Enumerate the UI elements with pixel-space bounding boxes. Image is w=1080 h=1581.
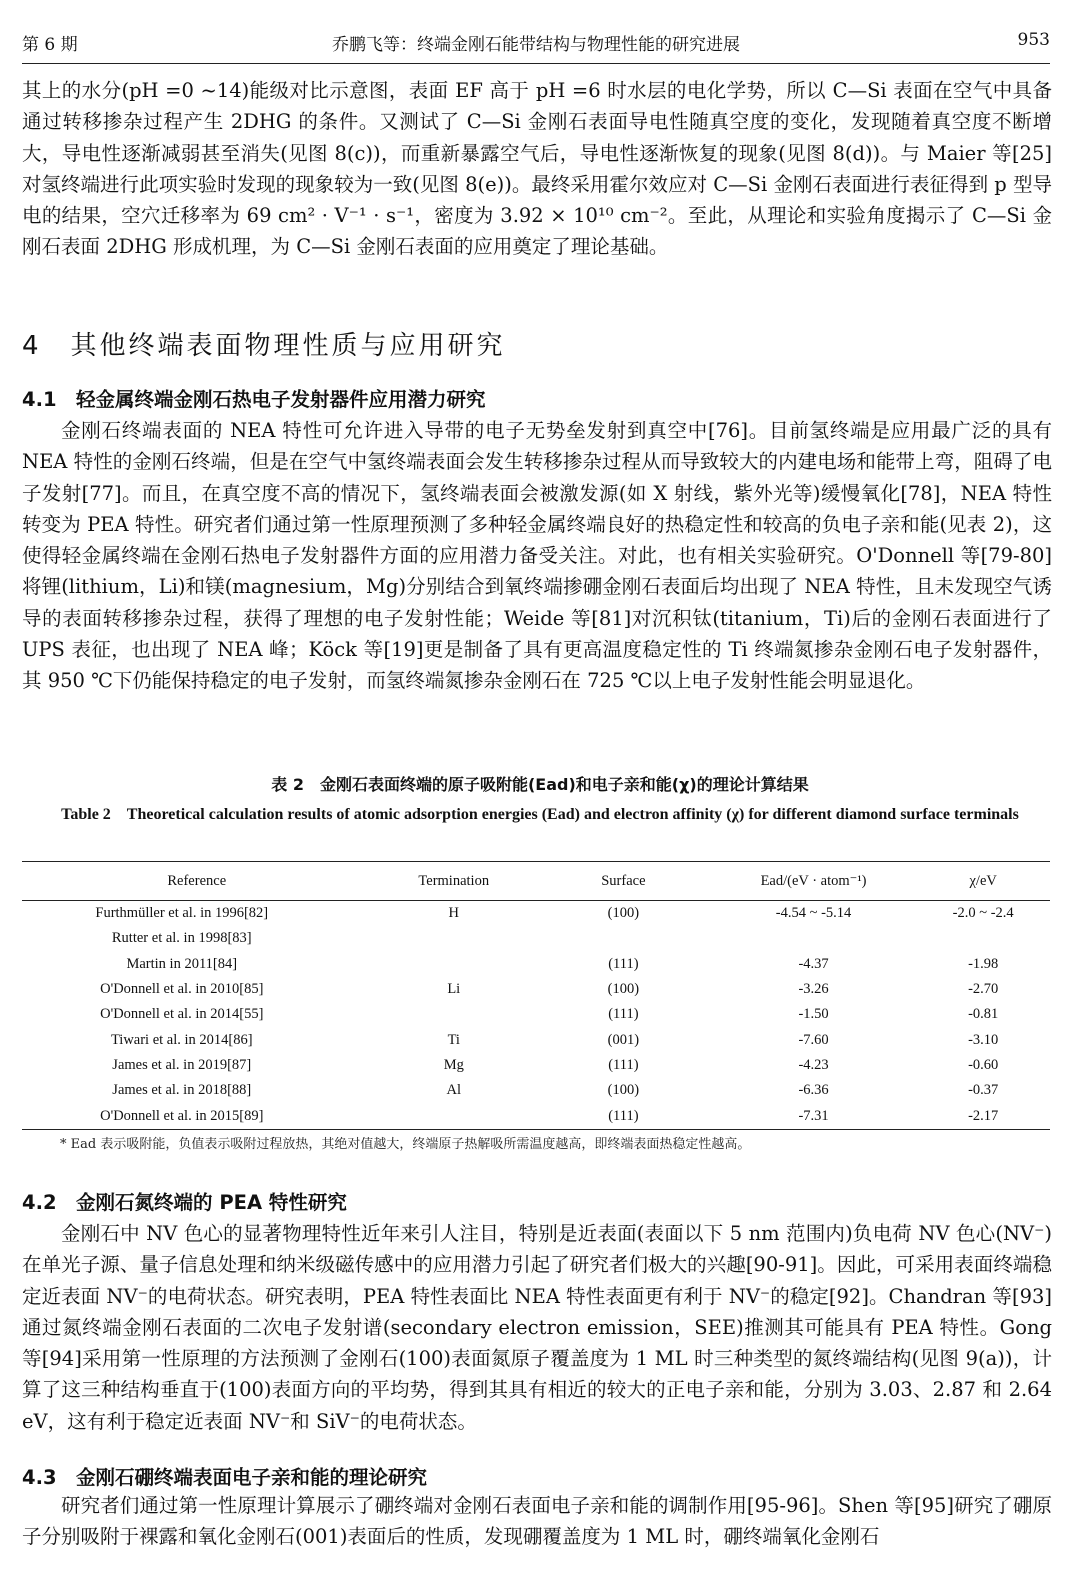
ead-cell: -6.36 — [798, 1082, 829, 1099]
table-body — [22, 901, 1050, 1130]
col-ead: Ead/(eV · atom⁻¹) — [760, 872, 867, 889]
col-surface: Surface — [601, 872, 646, 889]
ref-cell: Martin in 2011[84] — [126, 955, 238, 972]
surface-cell: (100) — [607, 905, 640, 922]
table-row — [22, 1002, 1050, 1027]
termination-cell — [372, 926, 536, 951]
section-4-2-body — [22, 1218, 1052, 1437]
page-number: 953 — [1017, 30, 1050, 50]
section-4-2-heading: 4.2 金刚石氮终端的 PEA 特性研究 — [22, 1191, 347, 1214]
paragraph-continuation — [22, 75, 1052, 263]
termination-cell: Li — [447, 981, 461, 998]
chi-cell — [916, 926, 1050, 951]
chi-cell: -2.70 — [968, 981, 999, 998]
table-row — [22, 952, 1050, 977]
surface-cell: (100) — [607, 981, 640, 998]
table-row — [22, 1078, 1050, 1103]
chi-cell: -1.98 — [968, 955, 999, 972]
ref-cell: O'Donnell et al. in 2014[55] — [100, 1006, 264, 1023]
ref-cell: Rutter et al. in 1998[83] — [111, 930, 252, 947]
ead-cell: -4.37 — [798, 955, 829, 972]
header-rule — [22, 63, 1050, 64]
ead-cell: -3.26 — [798, 981, 829, 998]
ref-cell: James et al. in 2019[87] — [112, 1056, 252, 1073]
termination-cell — [372, 1103, 536, 1129]
termination-cell: Mg — [443, 1056, 464, 1073]
surface-cell: (111) — [608, 1006, 639, 1023]
surface-cell: (001) — [607, 1031, 640, 1048]
table-row — [22, 1053, 1050, 1078]
section-4-3-heading: 4.3 金刚石硼终端表面电子亲和能的理论研究 — [22, 1466, 428, 1489]
termination-cell — [372, 952, 536, 977]
table-row — [22, 1103, 1050, 1129]
table-2 — [22, 861, 1050, 1130]
termination-cell — [372, 1002, 536, 1027]
running-title: 乔鹏飞等：终端金刚石能带结构与物理性能的研究进展 — [332, 35, 740, 55]
section-4-1-body — [22, 415, 1052, 697]
section-4-1-heading: 4.1 轻金属终端金刚石热电子发射器件应用潜力研究 — [22, 388, 486, 411]
chi-cell: -3.10 — [968, 1031, 999, 1048]
ref-cell: O'Donnell et al. in 2015[89] — [100, 1107, 264, 1124]
table-header-row — [22, 862, 1050, 901]
ref-cell: O'Donnell et al. in 2010[85] — [100, 981, 264, 998]
surface-cell: (100) — [607, 1082, 640, 1099]
section-4-heading: 4 其他终端表面物理性质与应用研究 — [22, 331, 506, 361]
surface-cell: (111) — [608, 955, 639, 972]
ead-cell: -7.60 — [798, 1031, 829, 1048]
paragraph-text: 金刚石中 NV 色心的显著物理特性近年来引人注目，特别是近表面(表面以下 5 nm 范围内)负电荷 NV 色心(NV⁻)在单光子源、量子信息处理和纳米级磁传感中的应用潜力引起了研究者们极大的兴趣[90-91]。因此，可采用表面终端稳定近表面 NV⁻的电荷状态。研究表明，PEA 特性表面比 NEA 特性表面更有利于 NV⁻的稳定[92]。Chandran 等[93]通过氮终端金刚石表面的二次电子发射谱(secondary electron emission，SEE)推测其可能具有 PEA 特性。Gong 等[94]采用第一性原理的方法预测了金刚石(100)表面氮原子覆盖度为 1 ML 时三种类型的氮终端结构(见图 9(a))，计算了这三种结构垂直于(100)表面方向的平均势，得到其具有相近的较大的正电子亲和能，分别为 3.03、2.87 和 2.64 eV，这有利于稳定近表面 NV⁻和 SiV⁻的电荷状态。 — [22, 1222, 1052, 1433]
chi-cell: -2.0 ~ -2.4 — [952, 905, 1014, 922]
table-footnote: * Ead 表示吸附能，负值表示吸附过程放热，其绝对值越大，终端原子热解吸所需温度越高，即终端表面热稳定性越高。 — [60, 1137, 751, 1152]
table-row — [22, 901, 1050, 927]
ref-cell: James et al. in 2018[88] — [112, 1082, 252, 1099]
surface-cell: (111) — [608, 1056, 639, 1073]
ead-cell: -4.54 ~ -5.14 — [775, 905, 852, 922]
table-caption-en: Table 2 Theoretical calculation results of atomic adsorption energies (Ead) and electron affinity (χ) for different diamond surface terminals — [61, 806, 1019, 823]
running-header — [22, 30, 1050, 60]
ead-cell: -4.23 — [798, 1056, 829, 1073]
ref-cell: Tiwari et al. in 2014[86] — [110, 1031, 253, 1048]
surface-cell — [536, 926, 711, 951]
table-caption-zh: 表 2 金刚石表面终端的原子吸附能(Ead)和电子亲和能(χ)的理论计算结果 — [271, 775, 809, 794]
paragraph-text: 其上的水分(pH =0 ~14)能级对比示意图，表面 EF 高于 pH =6 时水层的电化学势，所以 C—Si 表面在空气中具备通过转移掺杂过程产生 2DHG 的条件。又测试了 C—Si 金刚石表面导电性随真空度的变化，发现随着真空度不断增大，导电性逐渐减弱甚至消失(见图 8(c))，而重新暴露空气后，导电性逐渐恢复的现象(见图 8(d))。与 Maier 等[25]对氢终端进行此项实验时发现的现象较为一致(见图 8(e))。最终采用霍尔效应对 C—Si 金刚石表面进行表征得到 p 型导电的结果，空穴迁移率为 69 cm² · V⁻¹ · s⁻¹，密度为 3.92 × 10¹⁰ cm⁻²。至此，从理论和实验角度揭示了 C—Si 金刚石表面 2DHG 形成机理，为 C—Si 金刚石表面的应用奠定了理论基础。 — [22, 79, 1052, 259]
termination-cell: Ti — [447, 1031, 460, 1048]
ead-cell: -1.50 — [798, 1006, 829, 1023]
col-termination: Termination — [418, 872, 490, 889]
chi-cell: -0.81 — [968, 1006, 999, 1023]
paragraph-text: 研究者们通过第一性原理计算展示了硼终端对金刚石表面电子亲和能的调制作用[95-96]。Shen 等[95]研究了硼原子分别吸附于裸露和氧化金刚石(001)表面后的性质，发现硼覆盖度为 1 ML 时，硼终端氧化金刚石 — [22, 1494, 1052, 1549]
chi-cell: -2.17 — [968, 1107, 999, 1124]
termination-cell: H — [448, 905, 459, 922]
chi-cell: -0.37 — [968, 1082, 999, 1099]
termination-cell: Al — [446, 1082, 462, 1099]
ead-cell: -7.31 — [798, 1107, 829, 1124]
table-row — [22, 1027, 1050, 1052]
section-4-3-body — [22, 1490, 1052, 1553]
table-row — [22, 926, 1050, 951]
ead-cell — [711, 926, 917, 951]
paragraph-text: 金刚石终端表面的 NEA 特性可允许进入导带的电子无势垒发射到真空中[76]。目前氢终端是应用最广泛的具有 NEA 特性的金刚石终端，但是在空气中氢终端表面会发生转移掺杂过程从而导致较大的内建电场和能带上弯，阻碍了电子发射[77]。而且，在真空度不高的情况下，氢终端表面会被激发源(如 X 射线，紫外光等)缓慢氧化[78]，NEA 特性转变为 PEA 特性。研究者们通过第一性原理预测了多种轻金属终端良好的热稳定性和较高的负电子亲和能(见表 2)，这使得轻金属终端在金刚石热电子发射器件方面的应用潜力备受关注。对此，也有相关实验研究。O'Donnell 等[79-80]将锂(lithium，Li)和镁(magnesium，Mg)分别结合到氧终端掺硼金刚石表面后均出现了 NEA 特性，且未发现空气诱导的表面转移掺杂过程，获得了理想的电子发射性能；Weide 等[81]对沉积钛(titanium，Ti)后的金刚石表面进行了 UPS 表征，也出现了 NEA 峰；Köck 等[19]更是制备了具有更高温度稳定性的 Ti 终端氮掺杂金刚石电子发射器件，其 950 ℃下仍能保持稳定的电子发射，而氢终端氮掺杂金刚石在 725 ℃以上电子发射性能会明显退化。 — [22, 419, 1052, 693]
col-chi: χ/eV — [969, 872, 997, 889]
chi-cell: -0.60 — [968, 1056, 999, 1073]
ref-cell: Furthmüller et al. in 1996[82] — [95, 905, 269, 922]
table-row — [22, 977, 1050, 1002]
col-reference: Reference — [167, 872, 227, 889]
issue-label: 第 6 期 — [22, 35, 78, 55]
surface-cell: (111) — [608, 1107, 639, 1124]
